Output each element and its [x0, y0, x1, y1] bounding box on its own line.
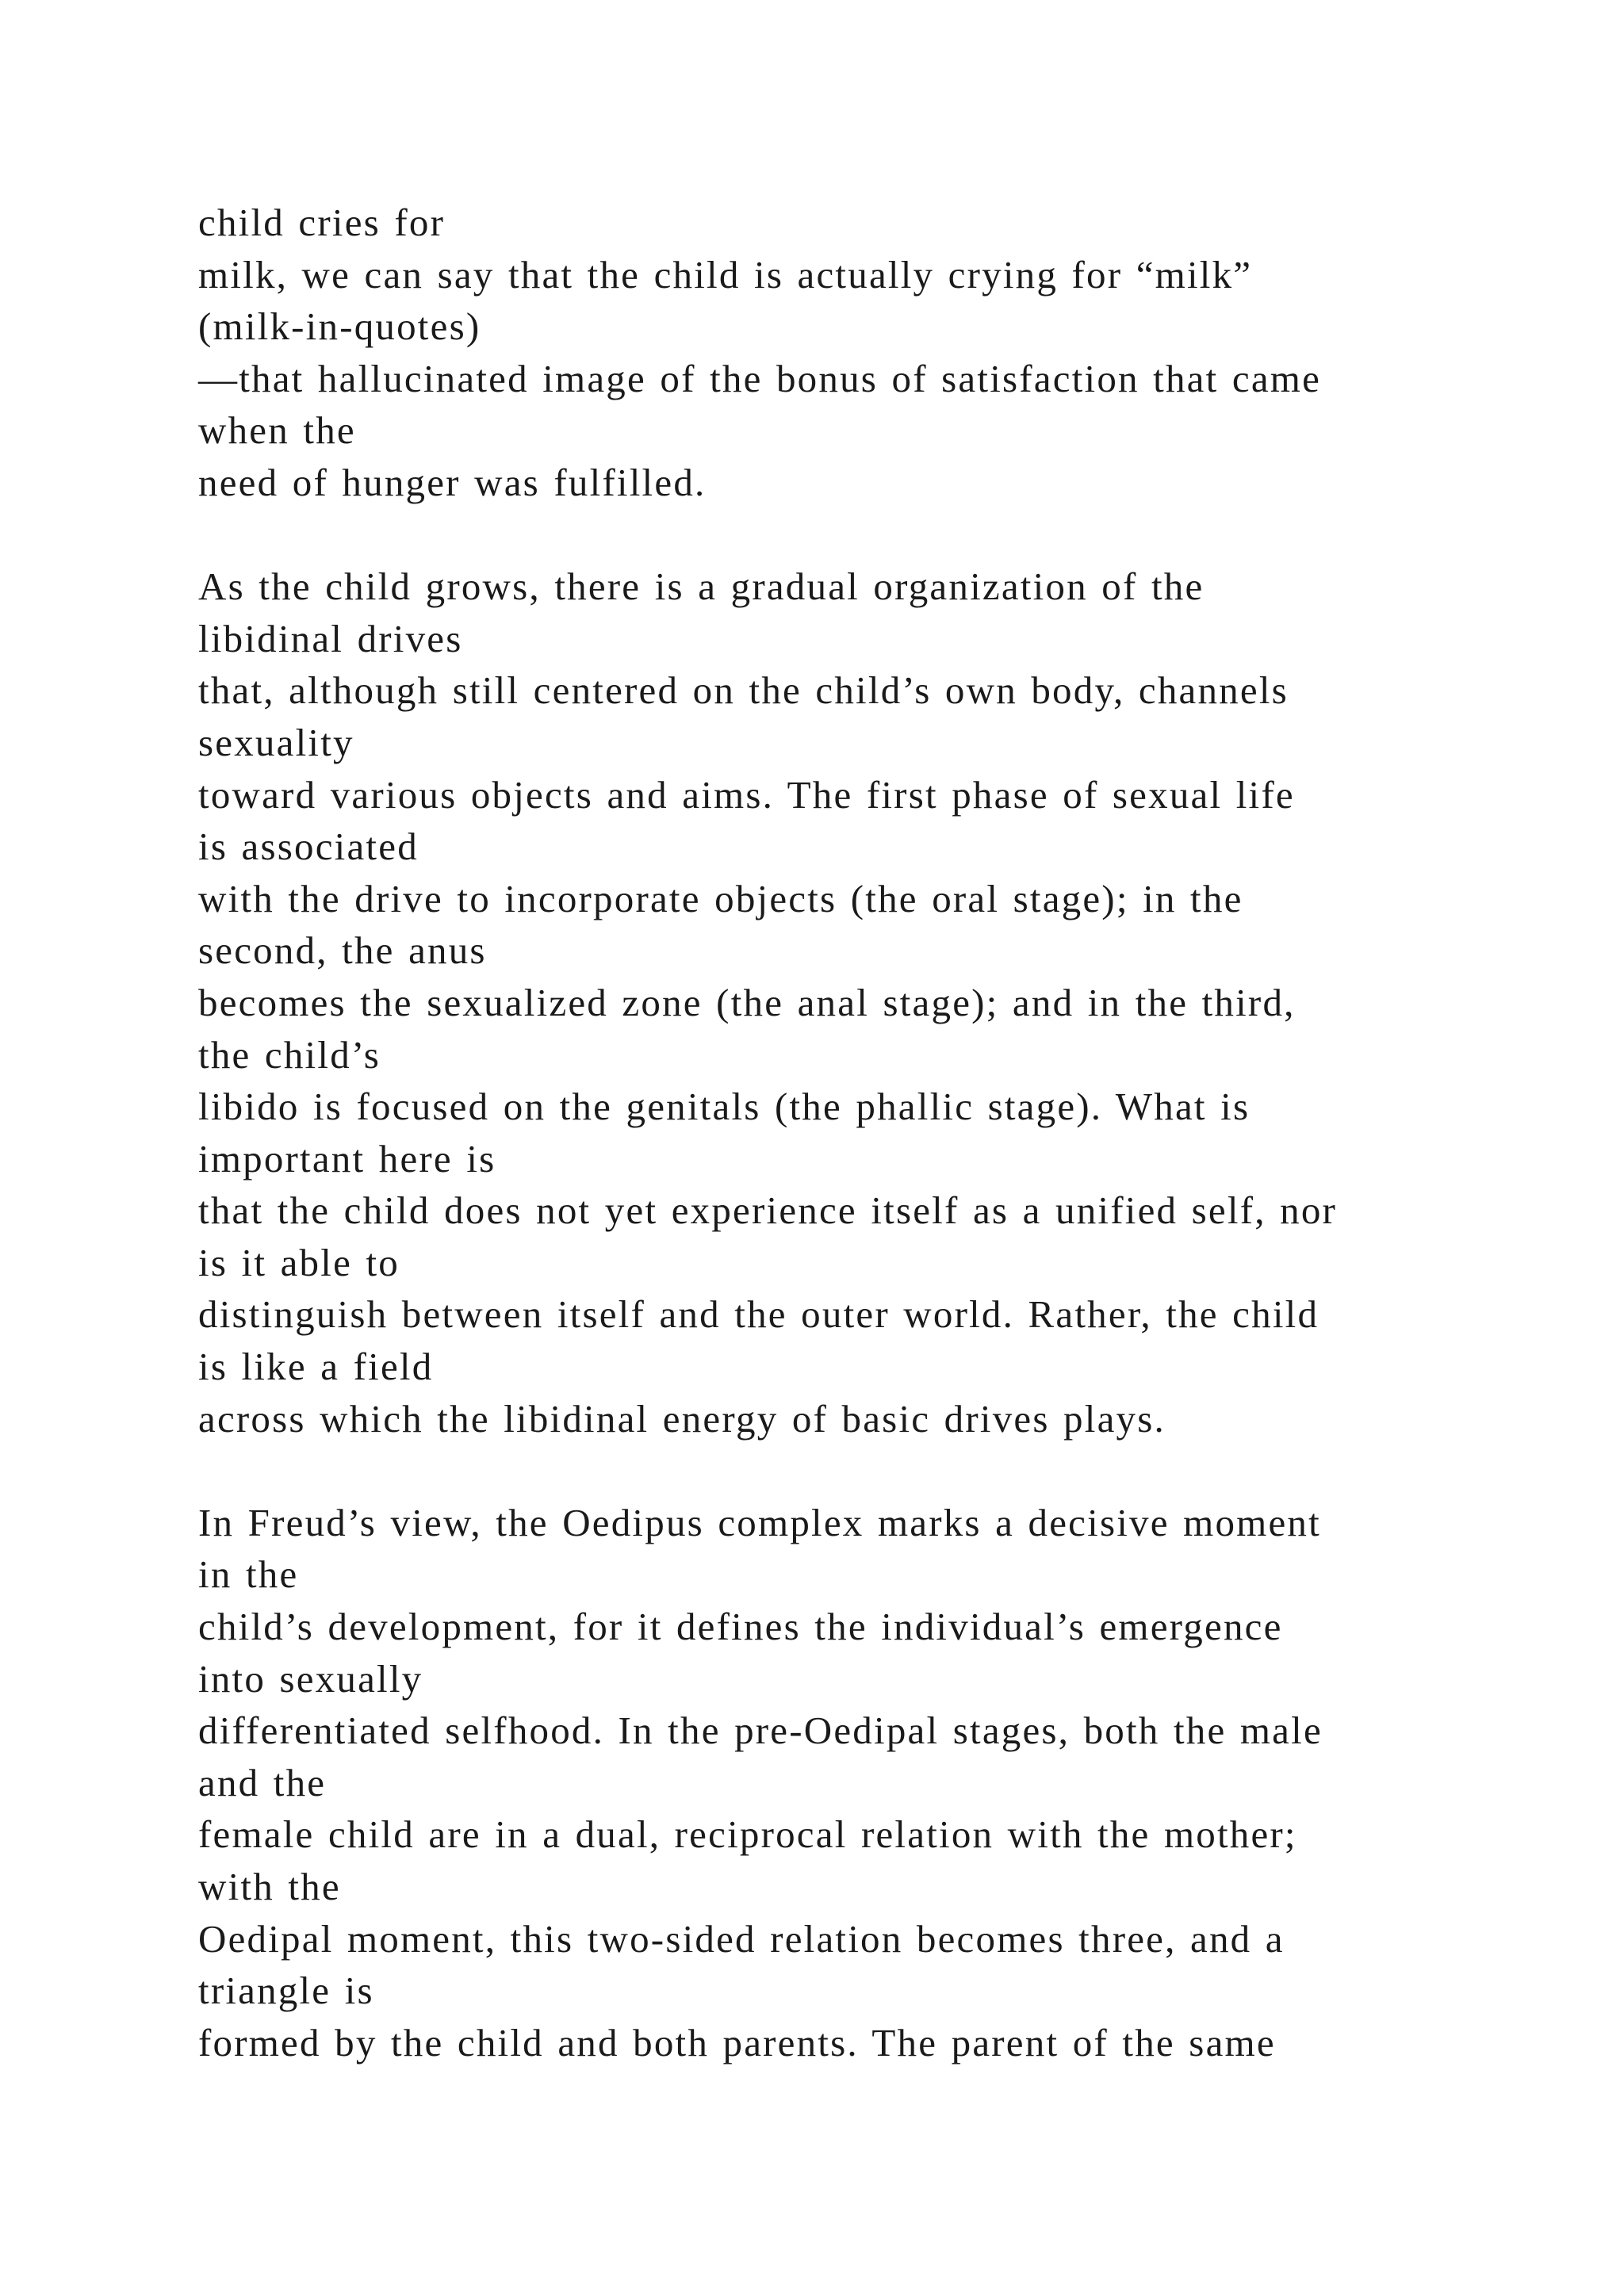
text-line: need of hunger was fulfilled. [198, 460, 707, 504]
text-line: child cries for [198, 201, 446, 244]
text-line: child’s development, for it defines the individual’s emergence [198, 1605, 1283, 1649]
text-line: with the [198, 1865, 341, 1908]
text-line: female child are in a dual, reciprocal relation with the mother; [198, 1812, 1297, 1857]
text-line: Oedipal moment, this two-sided relation becomes three, and a [198, 1916, 1285, 1961]
text-line: sexuality [198, 720, 354, 764]
text-line: in the [198, 1552, 299, 1597]
paragraph [198, 1497, 1546, 2069]
text-line: that, although still centered on the child’s own body, channels [198, 668, 1289, 713]
paragraph-gap [198, 1445, 1546, 1497]
text-line: is it able to [198, 1240, 400, 1284]
text-line: distinguish between itself and the outer world. Rather, the child [198, 1292, 1320, 1337]
text-line: is like a field [198, 1345, 434, 1389]
text-line: and the [198, 1760, 327, 1804]
text-line: libido is focused on the genitals (the phallic stage). What is [198, 1085, 1251, 1129]
text-line: As the child grows, there is a gradual organization of the [198, 564, 1205, 609]
text-line: second, the anus [198, 928, 487, 973]
text-line: In Freud’s view, the Oedipus complex marks a decisive moment [198, 1500, 1321, 1544]
text-line: toward various objects and aims. The first phase of sexual life [198, 772, 1295, 817]
paragraph-gap [198, 509, 1546, 561]
text-line: libidinal drives [198, 616, 463, 660]
text-line: (milk-in-quotes) [198, 304, 481, 349]
text-line: milk, we can say that the child is actually crying for “milk” [198, 252, 1253, 297]
text-line: with the drive to incorporate objects (the oral stage); in the [198, 876, 1243, 920]
text-line: becomes the sexualized zone (the anal stage); and in the third, [198, 980, 1296, 1024]
body-text [198, 197, 1546, 2068]
text-line: is associated [198, 825, 419, 869]
text-line: into sexually [198, 1656, 423, 1701]
text-line: —that hallucinated image of the bonus of satisfaction that came [198, 356, 1322, 400]
text-line: across which the libidinal energy of basic drives plays. [198, 1396, 1166, 1441]
paragraph [198, 197, 1546, 509]
text-line: differentiated selfhood. In the pre-Oedipal stages, both the male [198, 1709, 1323, 1753]
text-line: the child’s [198, 1032, 381, 1077]
text-line: when the [198, 408, 356, 453]
text-line: formed by the child and both parents. The parent of the same [198, 2020, 1276, 2064]
paragraph [198, 561, 1546, 1445]
text-line: that the child does not yet experience itself as a unified self, nor [198, 1188, 1338, 1233]
text-line: important here is [198, 1136, 496, 1181]
text-line: triangle is [198, 1969, 374, 2013]
